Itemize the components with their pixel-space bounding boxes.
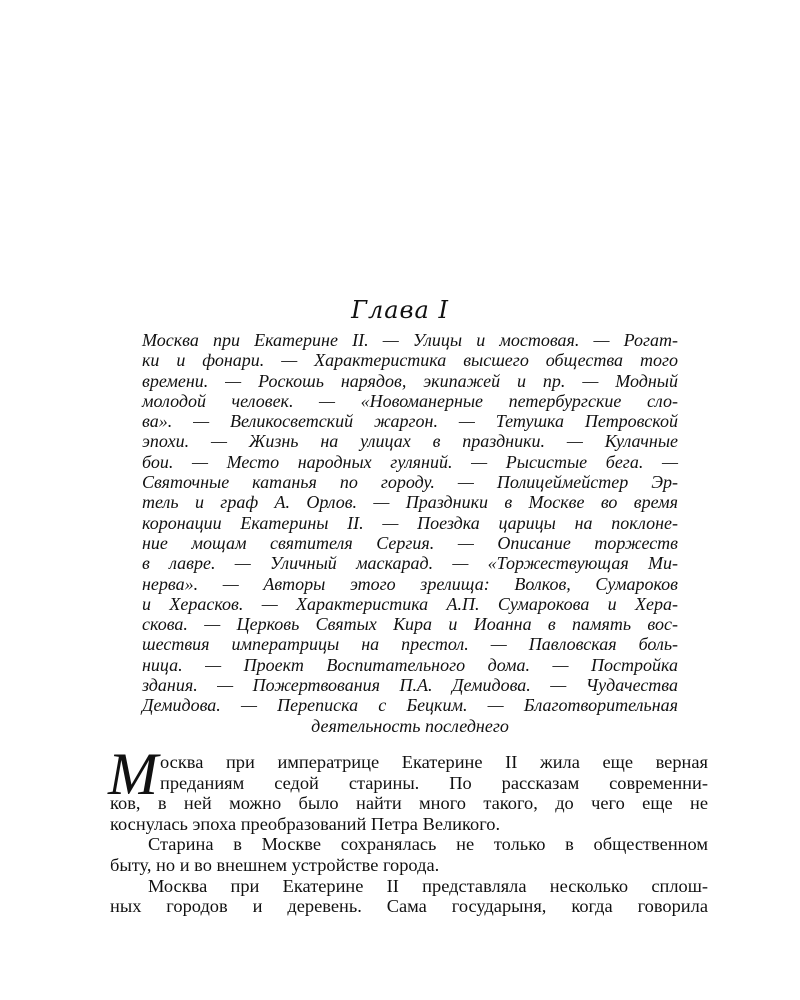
drop-cap: М <box>108 741 158 807</box>
summary-line: ки и фонари. — Характеристика высшего общества того <box>142 350 678 371</box>
summary-line: шествия императрицы на престол. — Павловская боль- <box>142 634 678 655</box>
summary-line: эпохи. — Жизнь на улицах в праздники. — Кулачные <box>142 431 678 452</box>
chapter-summary <box>142 330 678 736</box>
summary-line: ница. — Проект Воспитательного дома. — Постройка <box>142 654 678 675</box>
body-line: быту, но и во внешнем устройстве города. <box>110 854 440 875</box>
summary-line: коронации Екатерины II. — Поездка царицы на поклоне- <box>142 512 678 533</box>
summary-line: ние мощам святителя Сергия. — Описание торжеств <box>142 532 678 553</box>
body-line: осква при императрице Екатерине II жила еще верная <box>160 752 708 772</box>
body-line: преданиям седой старины. По рассказам современни- <box>160 772 708 793</box>
summary-line: здания. — Пожертвования П.А. Демидова. — Чудачества <box>142 675 678 696</box>
summary-line: тель и граф А. Орлов. — Праздники в Москве во время <box>142 492 678 513</box>
summary-line: времени. — Роскошь нарядов, экипажей и пр. — Модный <box>142 370 678 391</box>
summary-line: деятельность последнего <box>311 715 509 736</box>
summary-line: скова. — Церковь Святых Кира и Иоанна в память вос- <box>142 614 678 635</box>
body-text <box>108 741 708 917</box>
summary-line: нерва». — Авторы этого зрелища: Волков, Сумароков <box>142 573 678 594</box>
chapter-title: Глава I <box>351 296 449 324</box>
summary-line: и Херасков. — Характеристика А.П. Сумарокова и Хера- <box>142 593 678 614</box>
summary-line: в лавре. — Уличный маскарад. — «Торжествующая Ми- <box>142 553 678 574</box>
body-line: ных городов и деревень. Сама государыня, когда говорила <box>110 896 708 917</box>
summary-line: бои. — Место народных гуляний. — Рысистые бега. — <box>142 451 678 472</box>
body-line: Старина в Москве сохранялась не только в общественном <box>148 834 708 855</box>
summary-line: ва». — Великосветский жаргон. — Тетушка Петровской <box>142 411 678 432</box>
summary-line: Святочные катанья по городу. — Полицеймейстер Эр- <box>142 472 678 493</box>
body-line: коснулась эпоха преобразований Петра Великого. <box>110 813 501 834</box>
body-line: ков, в ней можно было найти много такого, до чего еще не <box>110 793 708 814</box>
summary-line: Демидова. — Переписка с Бецким. — Благотворительная <box>142 695 678 716</box>
summary-line: Москва при Екатерине II. — Улицы и мостовая. — Рогат- <box>142 330 678 350</box>
summary-line: молодой человек. — «Новоманерные петербургские сло- <box>142 390 678 411</box>
body-line: Москва при Екатерине II представляла несколько сплош- <box>148 875 708 896</box>
